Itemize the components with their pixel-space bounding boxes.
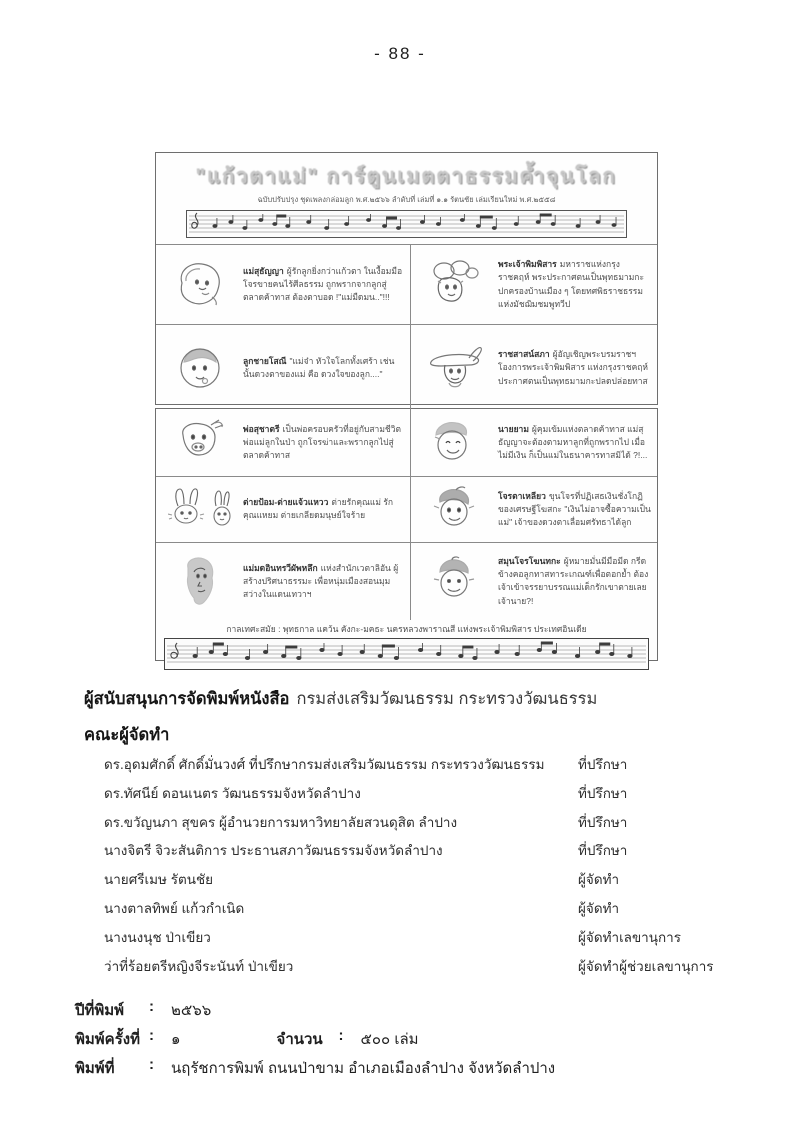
- minion-sketch-icon: [417, 556, 493, 606]
- character-cell: [411, 245, 657, 325]
- character-cell: [156, 245, 411, 325]
- character-name: สมุนโจรโฆนทกะ: [498, 556, 561, 567]
- character-text: ผู้หมายมั่นมีมือมีด กรีดข้างคอลูกทาสทาระเกณฑ์เพื่อตอกย้ำ ต้องเจ้าเข้าจรรยาบรรณแม่เด็กรักเขาตายเลยเจ้านาย?!: [498, 556, 649, 606]
- character-name: พ่อสุชาตรี: [243, 423, 280, 434]
- character-cell: [411, 325, 657, 411]
- character-name: แม่สุธัญญา: [243, 265, 284, 276]
- member-name: นางนงนุช ป่าเขียว: [104, 929, 211, 945]
- member-name: นางตาลทิพย์ แก้วกำเนิด: [104, 900, 245, 916]
- character-desc: [498, 348, 651, 388]
- king-sketch-icon: [417, 257, 493, 313]
- character-cell: [156, 325, 411, 411]
- edition-label: พิมพ์ครั้งที่: [75, 1031, 140, 1048]
- father-ox-sketch-icon: [162, 417, 238, 469]
- member-row: [104, 868, 744, 897]
- printer-value: นฤรัชการพิมพ์ ถนนป่าขาม อำเภอเมืองลำปาง จังหวัดลำปาง: [171, 1060, 556, 1077]
- member-row: [104, 753, 744, 782]
- witch-sketch-icon: [162, 554, 238, 608]
- character-text: ต่ายรักคุณแม่ รักคุณแหยม ต่ายเกลียดมนุษย์ใจร้าย: [243, 497, 394, 521]
- member-name: นางจิตรี จิวะสันติการ ประธานสภาวัฒนธรรมจังหวัดลำปาง: [104, 843, 443, 859]
- character-desc: [243, 423, 404, 463]
- character-text: ขุนโจรที่ปฏิเสธเงินชั่งโกฏิของเศรษฐีโฆสกะ "เงินไม่อาจซื้อความเป็นแม่" เจ้าของดวงตาเลื่อมศรัทธาได้ลูก: [498, 490, 651, 527]
- rabbits-sketch-icon: [162, 486, 238, 532]
- member-role: ที่ปรึกษา: [578, 757, 628, 772]
- character-name: นายยาม: [498, 423, 529, 434]
- character-name: โจรตาเหลียว: [498, 490, 546, 501]
- member-row: [104, 955, 744, 984]
- music-staff: [164, 638, 649, 670]
- character-text: ผู้คุมเข้มแห่งตลาดค้าทาส แม่สุธัญญาจะต้องตามหาลูกที่ถูกพรากไป เมื่อไม่มีเงิน ก็เป็นแม่ในธนาคารทาสมิได้ ?!...: [498, 423, 648, 461]
- year-label: ปีที่พิมพ์: [75, 1002, 125, 1019]
- publication-edition-row: [75, 1027, 755, 1056]
- comic-subtitle: ฉบับปรับปรุง ชุดเพลงกล่อมลูก พ.ศ.๒๕๖๖ ลำดับที่ เล่มที่ ๑.๑ รัตนชัย เล่มเรียนใหม่ พ.ศ.๒๕๕๘: [257, 195, 556, 204]
- character-desc: [498, 490, 651, 530]
- sponsor-value: กรมส่งเสริมวัฒนธรรม กระทรวงวัฒนธรรม: [296, 690, 598, 708]
- printer-label: พิมพ์ที่: [75, 1060, 115, 1077]
- members-list: [104, 753, 744, 983]
- character-desc: [243, 496, 404, 522]
- member-role: ที่ปรึกษา: [578, 843, 628, 859]
- character-text: ผู้อัญเชิญพระบรมราชฯ โองการพระเจ้าพิมพิสาร แห่งกรุงราชคฤห์ ประกาศตนเป็นพุทธมามกะปลดปล่อยทาส: [498, 349, 649, 386]
- member-name: ดร.ทัศนีย์ ดอนเนตร วัฒนธรรมจังหวัดลำปาง: [104, 785, 361, 801]
- member-name: ว่าที่ร้อยตรีหญิงจีระนันท์ ป่าเขียว: [104, 958, 294, 974]
- team-heading: คณะผู้จัดทำ: [84, 726, 170, 744]
- colon: :: [338, 1027, 344, 1044]
- member-role: ผู้จัดทำผู้ช่วยเลขานุการ: [578, 958, 714, 974]
- character-text: ผู้รักลูกยิ่งกว่าแก้วตา ในเงื้อมมือโจรขายคนไร้ศีลธรรม ถูกพรากจากลูกสู่ตลาดค้าทาส ต้องตาบอด !"แม่มืดมน.."!!!: [243, 265, 403, 303]
- character-desc: [498, 423, 651, 463]
- character-text: มหาราชแห่งกรุงราชคฤห์ พระประกาศตนเป็นพุทธมามกะปกครองบ้านเมือง ๆ โดยทศพิธราชธรรม แห่งมัชฌิมชมพูทวีป: [498, 259, 645, 309]
- character-name: ลูกชายโสณี: [243, 355, 287, 366]
- character-name: ราชสาสน์สภา: [498, 349, 550, 360]
- character-desc: [243, 355, 404, 381]
- member-row: [104, 926, 744, 955]
- character-desc: [243, 265, 404, 305]
- character-text: เป็นพ่อครอบครัวที่อยู่กับสามชีวิตพ่อแม่ลูกในป่า ถูกโจรฆ่าและพรากลูกไปสู่ตลาดค้าทาส: [243, 423, 401, 461]
- publication-info: [75, 998, 755, 1085]
- year-value: ๒๕๖๖: [171, 1002, 212, 1019]
- character-cell: [156, 477, 411, 543]
- hatted-man-sketch-icon: [417, 340, 493, 396]
- character-cell: [156, 543, 411, 621]
- publication-printer-row: [75, 1056, 755, 1085]
- scanned-comic-sheet: [155, 152, 658, 661]
- comic-panel-bottom: [155, 408, 658, 661]
- member-name: นายศรีเมษ รัตนชัย: [104, 872, 214, 888]
- colon: :: [149, 1027, 154, 1044]
- timeline-caption: กาลเทศะสมัย : พุทธกาล แคว้น คังกะ-มคธะ นครหลวงพาราณสี แห่งพระเจ้าพิมพิสาร ประเทศอินเดีย: [226, 624, 587, 635]
- character-desc: [498, 258, 651, 311]
- mother-sketch-icon: [162, 257, 238, 313]
- member-row: [104, 811, 744, 840]
- edition-value: ๑: [171, 1031, 181, 1048]
- guard-sketch-icon: [417, 417, 493, 469]
- character-table-bottom: [156, 409, 657, 620]
- character-table-top: [156, 244, 657, 411]
- boy-sketch-icon: [162, 340, 238, 396]
- member-role: ผู้จัดทำ: [578, 872, 620, 888]
- music-staff: [186, 210, 627, 238]
- character-text: แห่งสำนักเวตาลิอัน ผู้สร้างปริศนาธรรมะ เพื่อหนุ่มเมืองสอนมุมสว่างในแดนเทวาฯ: [243, 562, 399, 599]
- member-name: ดร.อุดมศักดิ์ ศักดิ์มั่นวงศ์ ที่ปรึกษากรมส่งเสริมวัฒนธรรม กระทรวงวัฒนธรรม: [104, 757, 545, 772]
- music-staff-icon: [165, 639, 648, 669]
- member-row: [104, 782, 744, 811]
- music-staff-icon: [187, 211, 626, 237]
- member-role: ผู้จัดทำเลขานุการ: [578, 929, 681, 945]
- member-role: ที่ปรึกษา: [578, 814, 628, 830]
- character-cell: [156, 409, 411, 477]
- quantity-label: จำนวน: [276, 1031, 323, 1048]
- character-cell: [411, 409, 657, 477]
- colon: :: [149, 1056, 154, 1073]
- comic-title: "แก้วตาแม่" การ์ตูนเมตตาธรรมค้ำจุนโลก: [196, 166, 617, 188]
- sponsor-line: [84, 686, 597, 712]
- colon: :: [149, 998, 154, 1015]
- character-desc: [243, 562, 404, 602]
- member-name: ดร.ขวัญนภา สุขคร ผู้อำนวยการมหาวิทยาลัยสวนดุสิต ลำปาง: [104, 814, 458, 830]
- character-name: แม่มดอินทรวีผัพหลึก: [243, 562, 318, 573]
- quantity-value: ๕๐๐ เล่ม: [360, 1031, 419, 1048]
- character-desc: [498, 555, 651, 608]
- character-cell: [411, 477, 657, 543]
- bandit-sketch-icon: [417, 486, 493, 532]
- member-role: ที่ปรึกษา: [578, 785, 628, 801]
- character-name: พระเจ้าพิมพิสาร: [498, 259, 557, 270]
- member-role: ผู้จัดทำ: [578, 900, 620, 916]
- character-text: "แม่จ๋า หัวใจโลกทั้งเศร้า เช่นนั้นดวงตาของแม่ คือ ดวงใจของลูก....": [243, 355, 395, 379]
- sponsor-label: ผู้สนับสนุนการจัดพิมพ์หนังสือ: [84, 690, 290, 708]
- page-number: - 88 -: [374, 44, 426, 63]
- character-name: ต่ายป้อม-ต่ายแจ้วแหวว: [243, 497, 329, 508]
- member-row: [104, 897, 744, 926]
- publication-year-row: [75, 998, 755, 1027]
- comic-panel-top: [155, 152, 658, 405]
- member-row: [104, 839, 744, 868]
- character-cell: [411, 543, 657, 621]
